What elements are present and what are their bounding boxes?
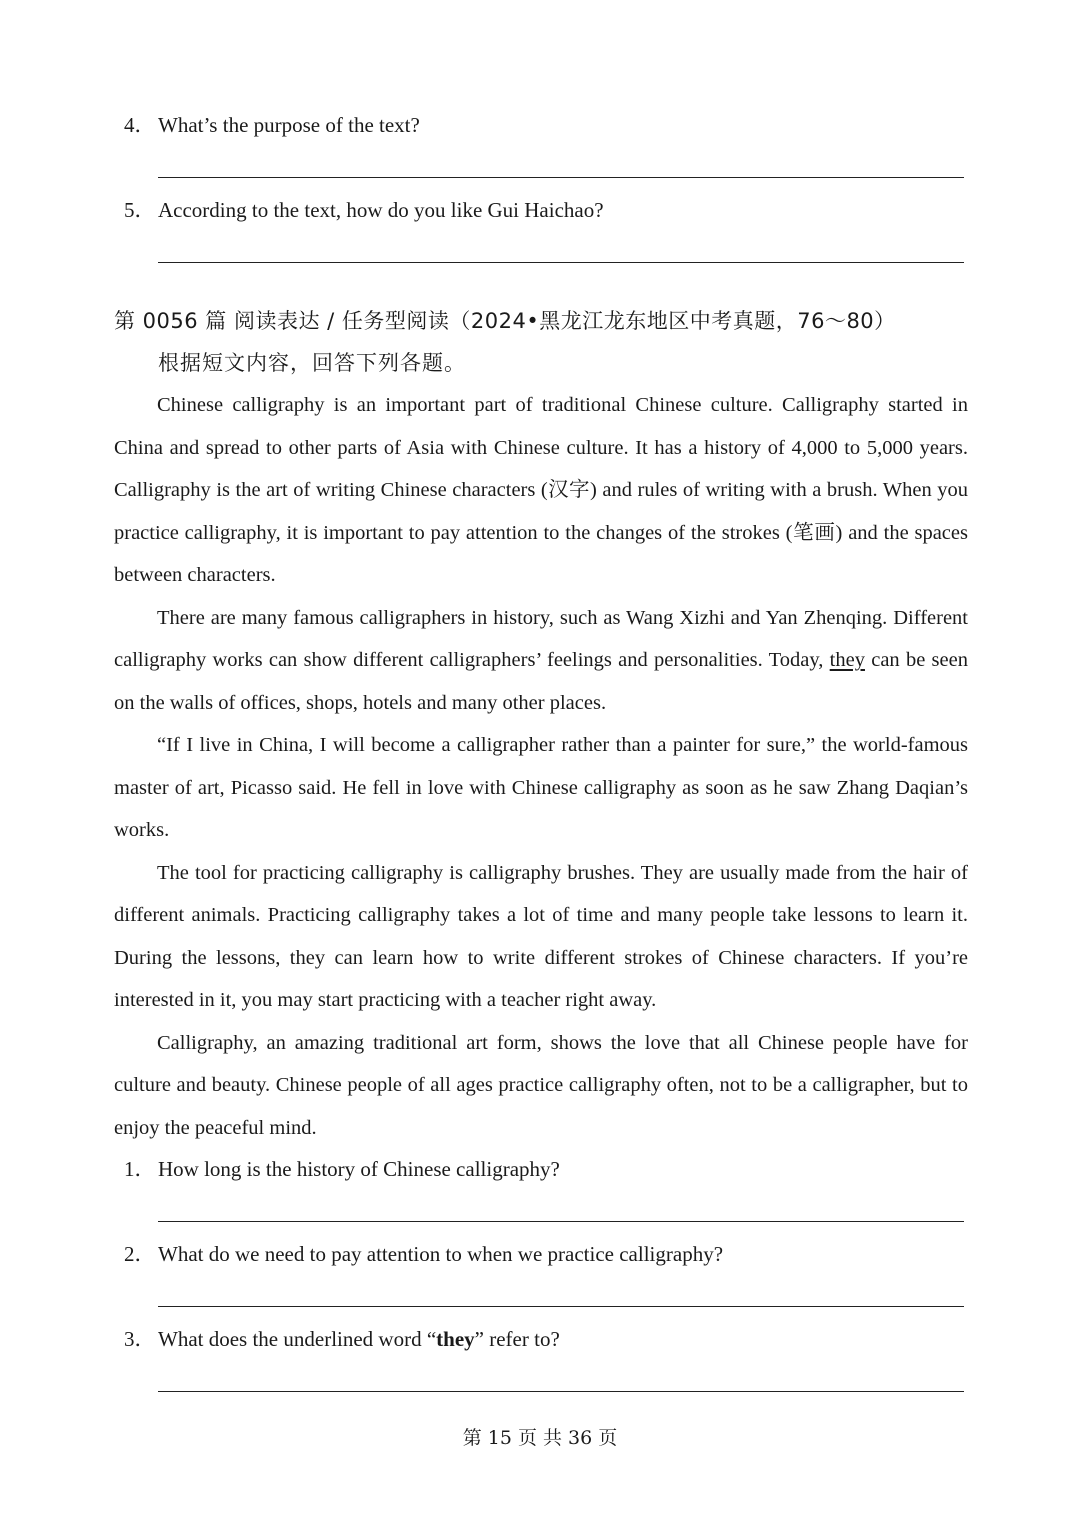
answer-line-3[interactable]	[158, 1391, 964, 1392]
question-3	[124, 1325, 560, 1353]
page-footer: 第 15 页 共 36 页	[462, 1427, 618, 1449]
bold-word-they: they	[436, 1327, 475, 1351]
passage-paragraph-1: Chinese calligraphy is an important part of traditional Chinese culture. Calligraphy started in China and spread to other parts of Asia with Chinese culture. It has a history of 4,000 to 5,000 years. Calligraphy is the art of writing Chinese characters (汉字) and rules of writing with a brush. When you practice calligraphy, it is important to pay attention to the changes of the strokes (笔画) and the spaces between characters.	[114, 394, 968, 586]
question-text: What do we need to pay attention to when we practice calligraphy?	[158, 1242, 724, 1266]
question-number: 3．	[124, 1327, 156, 1351]
answer-line-4[interactable]	[158, 177, 964, 178]
question-text-tail: ” refer to?	[474, 1327, 560, 1351]
question-1	[124, 1155, 560, 1183]
question-number: 2．	[124, 1242, 156, 1266]
question-text: What’s the purpose of the text?	[158, 113, 420, 137]
passage-paragraph-3: “If I live in China, I will become a calligrapher rather than a painter for sure,” the world-famous master of art, Picasso said. He fell in love with Chinese calligraphy as soon as he saw Zhang Daqian’s works.	[114, 734, 968, 841]
passage-paragraph-4: The tool for practicing calligraphy is calligraphy brushes. They are usually made from the hair of different animals. Practicing calligraphy takes a lot of time and many people take lessons to learn it. During the lessons, they can learn how to write different strokes of Chinese characters. If you’re interested in it, you may start practicing with a teacher right away.	[114, 861, 968, 1011]
paragraph-2-lead: There are many famous calligraphers in history, such as Wang Xizhi and Yan Zhenqing. Different calligraphy works can show different calligraphers’ feelings and personalities. Today,	[114, 606, 968, 671]
question-4	[124, 111, 420, 139]
question-number: 4．	[124, 113, 156, 137]
question-2	[124, 1240, 723, 1268]
question-number: 1．	[124, 1157, 156, 1181]
section-title: 第 0056 篇 阅读表达 / 任务型阅读（2024•黑龙江龙东地区中考真题，76～80）	[114, 309, 896, 333]
reading-passage	[114, 384, 968, 1149]
underlined-word-they: they	[829, 649, 865, 671]
question-text: How long is the history of Chinese calligraphy?	[158, 1157, 560, 1181]
passage-paragraph-5: Calligraphy, an amazing traditional art form, shows the love that all Chinese people have for culture and beauty. Chinese people of all ages practice calligraphy often, not to be a calligrapher, but to enjoy the peaceful mind.	[114, 1031, 968, 1139]
answer-line-1[interactable]	[158, 1221, 964, 1222]
section-instruction: 根据短文内容，回答下列各题。	[158, 351, 466, 375]
question-5	[124, 196, 604, 224]
question-text-lead: What does the underlined word “	[158, 1327, 437, 1351]
paragraph-2-tail: can be seen on the walls of offices, shops, hotels and many other places.	[114, 649, 968, 714]
answer-line-5[interactable]	[158, 262, 964, 263]
passage-paragraph-2	[114, 597, 968, 725]
answer-line-2[interactable]	[158, 1306, 964, 1307]
question-number: 5．	[124, 198, 156, 222]
question-text: According to the text, how do you like Gui Haichao?	[158, 198, 604, 222]
